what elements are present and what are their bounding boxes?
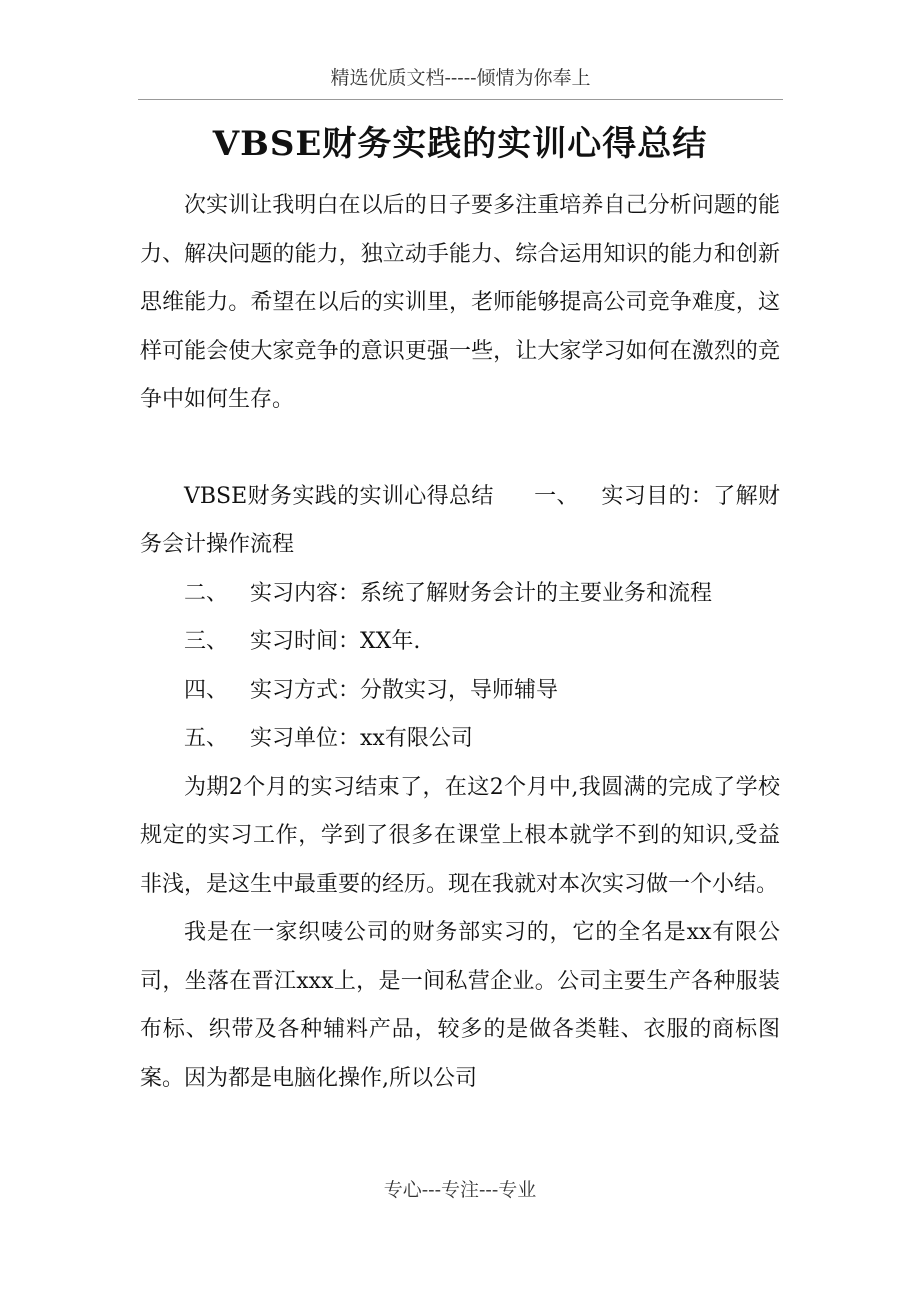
section-number: 一、	[533, 483, 579, 509]
section-lead: VBSE财务实践的实训心得总结	[184, 483, 494, 509]
header-divider	[138, 99, 783, 100]
item-number: 三、	[184, 629, 229, 654]
item-text: 实习单位：xx有限公司	[250, 726, 473, 751]
item-number: 二、	[184, 580, 229, 606]
paragraph-section-one	[140, 473, 780, 570]
item-text: 实习方式：分散实习，导师辅导	[250, 677, 559, 703]
list-item	[140, 570, 780, 619]
item-number: 四、	[184, 677, 229, 703]
document-body	[140, 182, 780, 1103]
list-item	[140, 667, 780, 716]
paragraph-summary: 为期2个月的实习结束了，在这2个月中,我圆满的完成了学校规定的实习工作，学到了很多在课堂上根本就学不到的知识,受益非浅，是这生中最重要的经历。现在我就对本次实习做一个小结。	[140, 774, 780, 897]
page-footer: 专心---专注---专业	[383, 1179, 537, 1201]
list-item	[140, 715, 780, 764]
page-header: 精选优质文档-----倾情为你奉上	[330, 67, 591, 89]
list-item	[140, 618, 780, 667]
document-title: VBSE财务实践的实训心得总结	[212, 124, 708, 164]
paragraph-intro: 次实训让我明白在以后的日子要多注重培养自己分析问题的能力、解决问题的能力，独立动手能力、综合运用知识的能力和创新思维能力。希望在以后的实训里，老师能够提高公司竞争难度，这样可能会使大家竞争的意识更强一些，让大家学习如何在激烈的竞争中如何生存。	[140, 193, 780, 412]
item-text: 实习内容：系统了解财务会计的主要业务和流程	[250, 580, 713, 606]
section-text: 实习目的：了解财务会计操作流程	[140, 483, 780, 557]
item-text: 实习时间：XX年.	[250, 629, 421, 654]
paragraph-company: 我是在一家织唛公司的财务部实习的，它的全名是xx有限公司，坐落在晋江xxx上，是一间私营企业。公司主要生产各种服装布标、织带及各种辅料产品，较多的是做各类鞋、衣服的商标图案。因为都是电脑化操作,所以公司	[140, 920, 780, 1091]
item-number: 五、	[184, 726, 229, 751]
